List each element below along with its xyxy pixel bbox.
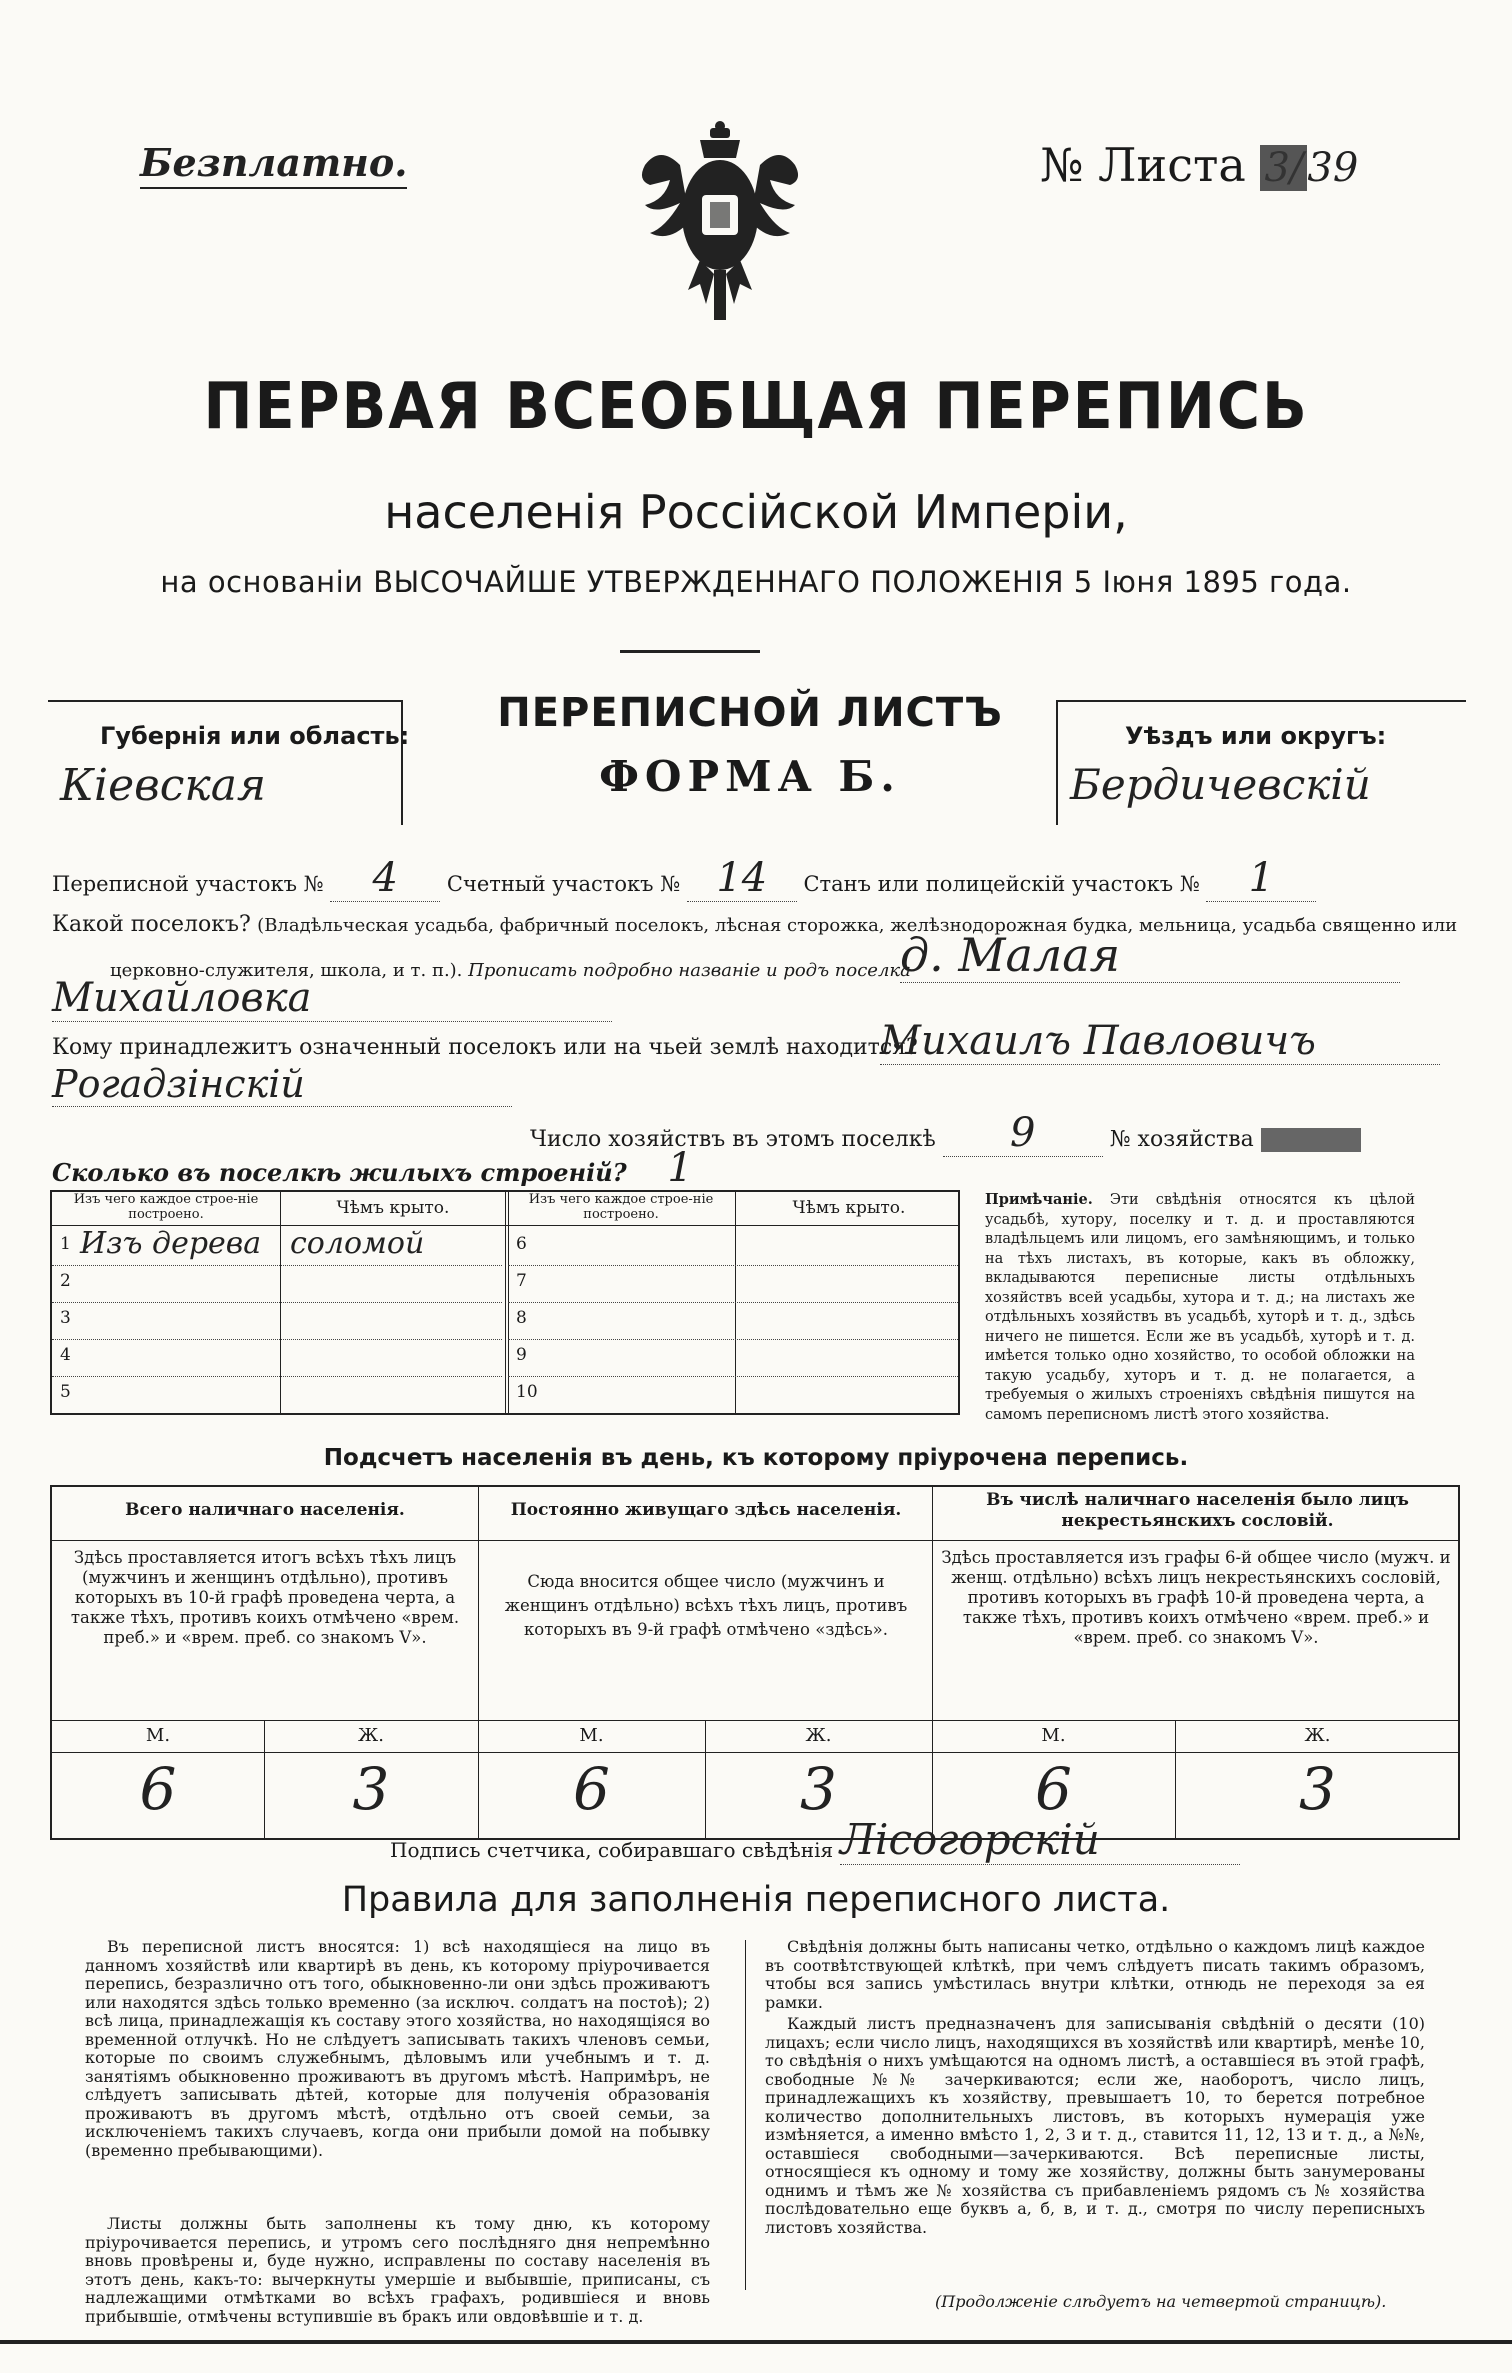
female-label: Ж. bbox=[358, 1725, 384, 1746]
settlement-hint-2: церковно-служителя, школа, и т. п.). bbox=[110, 960, 463, 981]
building-row-number: 2 bbox=[60, 1271, 71, 1291]
male-label: М. bbox=[579, 1725, 604, 1746]
bottom-rule bbox=[0, 2340, 1512, 2344]
pop-col1-title: Всего наличнаго населенія. bbox=[125, 1500, 405, 1520]
building-row-number: 4 bbox=[60, 1345, 71, 1365]
household-no-label: № хозяйства bbox=[1109, 1127, 1254, 1152]
building-row-material: Изъ дерева bbox=[80, 1226, 262, 1261]
counting-district-label: Счетный участокъ № bbox=[446, 872, 681, 896]
settlement-hint-italic: Прописать подробно названіе и родъ поселка bbox=[468, 960, 911, 981]
free-label: Безплатно. bbox=[140, 140, 407, 189]
building-row-line bbox=[508, 1302, 958, 1303]
col-roof-left: Чѣмъ крыто. bbox=[336, 1198, 450, 1218]
settlement-value-2: Михайловка bbox=[52, 975, 612, 1022]
note-label: Примѣчаніе. bbox=[985, 1191, 1093, 1208]
building-row-line bbox=[52, 1339, 502, 1340]
pop-text-line bbox=[50, 1720, 1460, 1721]
header-divider bbox=[620, 650, 760, 653]
sheet-number-label: № Листа bbox=[1040, 138, 1246, 192]
population-value: 3 bbox=[1299, 1755, 1336, 1823]
document-basis: на основаніи ВЫСОЧАЙШЕ УТВЕРЖДЕННАГО ПОЛОЖЕНІЯ 5 Іюня 1895 года. bbox=[160, 565, 1352, 599]
buildings-label: Сколько въ поселкѣ жилыхъ строеній? bbox=[52, 1158, 627, 1187]
pop-col1-text: Здѣсь проставляется итогъ всѣхъ тѣхъ лицъ (мужчинъ и женщинъ отдѣльно), противъ которыхъ въ 10-й графѣ проведена черта, а также тѣхъ, противъ коихъ отмѣчено «врем. преб.» и «врем. преб. со знакомъ V». bbox=[70, 1548, 460, 1647]
pop-col2-text: Сюда вносится общее число (мужчинъ и женщинъ отдѣльно) всѣхъ тѣхъ лицъ, противъ которыхъ въ 9-й графѣ отмѣчено «здѣсь». bbox=[504, 1572, 908, 1639]
building-row-line bbox=[52, 1302, 502, 1303]
owner-label: Кому принадлежитъ означенный поселокъ или на чьей землѣ находится? bbox=[52, 1035, 918, 1060]
rules-right-1: Свѣдѣнія должны быть написаны четко, отдѣльно о каждомъ лицѣ каждое въ соотвѣтствующей клѣткѣ, при чемъ слѣдуетъ писать такимъ образомъ, чтобы вся запись умѣстилась внутри клѣтки, отнюдь не переходя за ея рамки. bbox=[765, 1937, 1425, 2012]
population-value: 6 bbox=[1035, 1755, 1072, 1823]
coat-of-arms-icon bbox=[630, 120, 810, 330]
rules-left-1: Въ переписной листъ вносятся: 1) всѣ находящіеся на лицо въ данномъ хозяйствѣ или квартирѣ въ день, къ которому пріурочивается перепись, безразлично отъ того, обыкновенно-ли они здѣсь проживаютъ или находятся здѣсь только временно (за исключ. солдатъ на постоѣ); 2) всѣ лица, принадлежащія къ составу этого хозяйства, но находящіяся во временной отлучкѣ. Но не слѣдуетъ записывать такихъ членовъ семьи, которые по своимъ служебнымъ, дѣловымъ или учебнымъ и т. д. занятіямъ обыкновенно проживаютъ въ другомъ мѣстѣ. Напримѣръ, не слѣдуетъ записывать дѣтей, которые для полученія образованія проживаютъ въ другомъ мѣстѣ, отдѣльно отъ своей семьи, за исключеніемъ такихъ случаевъ, когда они прибыли домой на побывку (временно пребывающими). bbox=[85, 1937, 710, 2160]
province-label: Губернія или область: bbox=[100, 722, 410, 750]
fields-row-1 bbox=[52, 855, 1462, 902]
rules-continuation: (Продолженіе слѣдуетъ на четвертой страницѣ). bbox=[935, 2292, 1387, 2311]
pop-col2-title: Постоянно живущаго здѣсь населенія. bbox=[510, 1500, 902, 1520]
building-row-line bbox=[52, 1376, 502, 1377]
district-value: Бердичевскій bbox=[1070, 760, 1371, 809]
building-row-number: 10 bbox=[516, 1382, 538, 1402]
document-subtitle: населенія Россійской Имперіи, bbox=[384, 485, 1128, 539]
population-value: 6 bbox=[139, 1755, 177, 1823]
male-label: М. bbox=[145, 1725, 171, 1746]
building-row-number: 5 bbox=[60, 1382, 71, 1402]
census-district-value: 4 bbox=[330, 855, 440, 902]
owner-value-1: Михаилъ Павловичъ bbox=[880, 1018, 1440, 1065]
settlement-hint-1: (Владѣльческая усадьба, фабричный поселокъ, лѣсная сторожка, желѣзнодорожная будка, мельница, усадьба священно или bbox=[257, 915, 1458, 936]
col-built-left: Изъ чего каждое строе-ніе построено. bbox=[73, 1192, 259, 1222]
police-value: 1 bbox=[1206, 855, 1316, 902]
population-value: 3 bbox=[800, 1755, 837, 1823]
households-label: Число хозяйствъ въ этомъ поселкѣ bbox=[530, 1127, 936, 1152]
document-title: ПЕРВАЯ ВСЕОБЩАЯ ПЕРЕПИСЬ bbox=[203, 370, 1309, 444]
households-value: 9 bbox=[943, 1110, 1103, 1157]
sheet-type: ПЕРЕПИСНОЙ ЛИСТЪ bbox=[497, 690, 1003, 736]
province-value: Кіевская bbox=[60, 760, 267, 811]
building-row-line bbox=[52, 1265, 502, 1266]
female-label: Ж. bbox=[1304, 1725, 1331, 1746]
building-row-number: 1 bbox=[60, 1234, 71, 1254]
rules-divider bbox=[745, 1940, 746, 2290]
sheet-number-value: 39 bbox=[1307, 145, 1359, 191]
building-row-number: 8 bbox=[516, 1308, 527, 1328]
female-label: Ж. bbox=[805, 1725, 832, 1746]
sheet-number-crossed: 3/ bbox=[1260, 145, 1307, 191]
building-row-number: 6 bbox=[516, 1234, 527, 1254]
note bbox=[985, 1190, 1415, 1425]
col-roof-right: Чѣмъ крыто. bbox=[792, 1198, 906, 1218]
census-district-label: Переписной участокъ № bbox=[52, 872, 324, 896]
building-row-line bbox=[508, 1376, 958, 1377]
col-built-right: Изъ чего каждое строе-ніе построено. bbox=[528, 1192, 714, 1222]
rules-title: Правила для заполненія переписного листа. bbox=[341, 1880, 1171, 1920]
male-label: М. bbox=[1041, 1725, 1066, 1746]
population-title: Подсчетъ населенія въ день, къ которому пріурочена перепись. bbox=[323, 1445, 1189, 1471]
population-value: 3 bbox=[352, 1755, 390, 1823]
buildings-value: 1 bbox=[635, 1145, 725, 1192]
building-row-number: 9 bbox=[516, 1345, 527, 1365]
signature-value: Лісогорскій bbox=[840, 1815, 1240, 1865]
signature-label: Подпись счетчика, собиравшаго свѣдѣнія bbox=[390, 1838, 834, 1862]
building-row-number: 7 bbox=[516, 1271, 527, 1291]
sheet-number bbox=[1040, 138, 1358, 192]
settlement-label: Какой поселокъ? bbox=[52, 912, 251, 937]
rules-right-2: Каждый листъ предназначенъ для записыванія свѣдѣній о десяти (10) лицахъ; если число лицъ, находящихся въ хозяйствѣ или квартирѣ, менѣе 10, то свѣдѣнія о нихъ умѣщаются на одномъ листѣ, а оставшіеся въ этой графѣ, свободные №№ зачеркиваются; если же, наоборотъ, число лицъ, принадлежащихъ къ хозяйству, превышаетъ 10, то берется потребное количество дополнительныхъ листовъ, въ которыхъ нумерація уже измѣняется, а именно вмѣсто 1, 2, 3 и т. д., ставится 11, 12, 13 и т. д., а №№, оставшіеся свободными—зачеркиваются. Всѣ переписные листы, относящіеся къ одному и тому же хозяйству, должны быть занумерованы однимъ и тѣмъ же № хозяйства съ прибавленіемъ рядомъ съ № хозяйства послѣдовательно еще буквъ а, б, в, и т. д., смотря по числу переписныхъ листовъ хозяйства. bbox=[765, 2014, 1425, 2237]
pop-mf-line bbox=[50, 1752, 1460, 1753]
pop-title-line bbox=[50, 1540, 1460, 1541]
population-value: 6 bbox=[573, 1755, 610, 1823]
counting-district-value: 14 bbox=[687, 855, 797, 902]
settlement-value-1: д. Малая bbox=[900, 928, 1400, 983]
pop-col3-title: Въ числѣ наличнаго населенія было лицъ некрестьянскихъ сословій. bbox=[986, 1490, 1409, 1531]
building-row-line bbox=[508, 1265, 958, 1266]
owner-value-2: Рогадзінскій bbox=[52, 1062, 512, 1107]
building-row-number: 3 bbox=[60, 1308, 71, 1328]
building-row-line bbox=[508, 1339, 958, 1340]
pop-col3-text: Здѣсь проставляется изъ графы 6-й общее число (мужч. и женщ. отдѣльно) всѣхъ лицъ некрестьянскихъ сословій, противъ которыхъ въ графѣ 10-й проведена черта, а также тѣхъ, противъ коихъ отмѣчено «врем. преб.» и «врем. преб. со знакомъ V». bbox=[941, 1548, 1451, 1647]
note-text: Эти свѣдѣнія относятся къ цѣлой усадьбѣ, хутору, поселку и т. д. и проставляются владѣльцемъ или лицомъ, его замѣняющимъ, и только на тѣхъ листахъ, въ которые, какъ въ обложку, вкладываются переписные листы отдѣльныхъ хозяйствъ всей усадьбы, хутора и т. д.; на листахъ же отдѣльныхъ хозяйствъ въ усадьбѣ, хуторѣ и т. д., здѣсь ничего не пишется. Если же въ усадьбѣ, хуторѣ и т. д. имѣется только одно хозяйство, то особой обложки на такую усадьбу, хуторъ и т. д. не полагается, а требуемыя о жилыхъ строеніяхъ свѣдѣнія пишутся на самомъ переписномъ листѣ этого хозяйства. bbox=[985, 1192, 1415, 1423]
form-name: ФОРМА Б. bbox=[599, 752, 901, 801]
buildings-row bbox=[52, 1145, 725, 1192]
district-label: Уѣздъ или округъ: bbox=[1125, 722, 1387, 750]
building-row-roof: соломой bbox=[290, 1226, 425, 1261]
police-label: Станъ или полицейскій участокъ № bbox=[803, 872, 1200, 896]
household-no-redacted bbox=[1261, 1128, 1361, 1152]
rules-left-2: Листы должны быть заполнены къ тому дню, къ которому пріурочивается перепись, и утромъ сего послѣдняго дня непремѣнно вновь провѣрены и, буде нужно, исправлены по составу населенія въ этотъ день, какъ-то: вычеркнуты умершіе и выбывшіе, приписаны, съ надлежащими отмѣтками во всѣхъ графахъ, родившіеся и вновь прибывшіе, отмѣчены вступившіе въ бракъ или овдовѣвшіе и т. д. bbox=[85, 2214, 710, 2326]
